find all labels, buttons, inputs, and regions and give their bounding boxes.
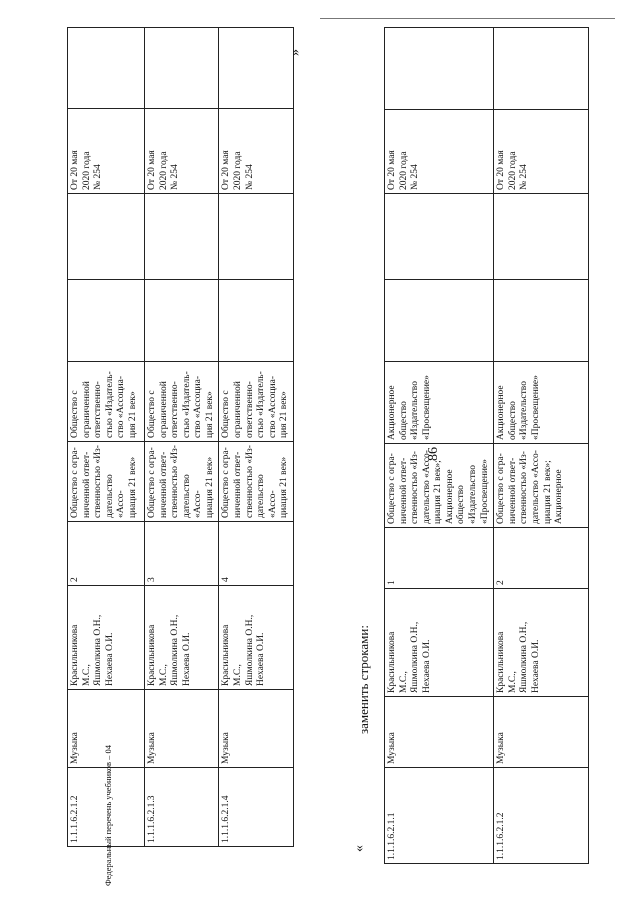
row-publisher-full: Общество с огра- ниченной ответ- ственностью «Из- дательство «Ассо- циация 21 век»	[145, 442, 219, 522]
row-col8	[385, 194, 494, 280]
row-col10	[219, 28, 293, 109]
row-col10	[145, 28, 219, 109]
row-authors: Красильникова М.С., Яшмолкина О.Н., Нехаева О.И.	[494, 589, 589, 697]
footer-note: Федеральный перечень учебников – 04	[103, 744, 113, 886]
row-grade: 3	[145, 522, 219, 586]
row-publisher-short: Общество с ограниченной ответственно- стью «Издатель- ство «Ассоциа- ция 21 век»	[145, 362, 219, 442]
row-grade: 4	[219, 522, 293, 586]
table-row	[494, 28, 589, 864]
row-authors: Красильникова М.С., Яшмолкина О.Н., Нехаева О.И.	[385, 589, 494, 697]
row-order: От 20 мая 2020 года № 254	[145, 109, 219, 194]
table-row	[68, 28, 145, 847]
row-subject: Музыка	[68, 690, 145, 768]
row-subject: Музыка	[385, 697, 494, 768]
row-authors: Красильникова М.С., Яшмолкина О.Н., Нехаева О.И.	[68, 586, 145, 690]
row-col8	[145, 194, 219, 280]
row-grade: 1	[385, 528, 494, 589]
table-top	[67, 27, 294, 847]
table-row	[385, 28, 494, 864]
replace-heading: заменить строками:	[356, 625, 371, 734]
page-number: 86	[426, 447, 441, 461]
row-authors: Красильникова М.С., Яшмолкина О.Н., Нехаева О.И.	[219, 586, 293, 690]
row-code: 1.1.1.6.2.1.1	[385, 768, 494, 864]
row-code: 1.1.1.6.2.1.4	[219, 768, 293, 847]
row-order: От 20 мая 2020 года № 254	[494, 110, 589, 194]
row-code: 1.1.1.6.2.1.2	[68, 768, 145, 847]
row-col8	[494, 194, 589, 280]
row-publisher-full: Общество с огра- ниченной ответ- ственностью «Из- дательство «Ассо- циация 21 век»	[68, 442, 145, 522]
row-col10	[385, 28, 494, 110]
row-publisher-short: Акционерное общество «Издательство «Просвещение»	[494, 362, 589, 444]
row-code: 1.1.1.6.2.1.2	[494, 768, 589, 864]
table-row	[145, 28, 219, 847]
row-col10	[68, 28, 145, 109]
row-publisher-full: Общество с огра- ниченной ответ- ственностью «Из- дательство «Ассо- циация 21 век»; Акционерное	[494, 444, 589, 528]
row-code: 1.1.1.6.2.1.3	[145, 768, 219, 847]
row-col7	[219, 280, 293, 362]
row-col7	[145, 280, 219, 362]
row-order: От 20 мая 2020 года № 254	[68, 109, 145, 194]
row-subject: Музыка	[145, 690, 219, 768]
table-bottom	[384, 27, 589, 864]
row-subject: Музыка	[219, 690, 293, 768]
row-grade: 2	[68, 522, 145, 586]
row-publisher-short: Общество с ограниченной ответственно- стью «Издатель- ство «Ассоциа- ция 21 век»	[68, 362, 145, 442]
row-publisher-short: Общество с ограниченной ответственно- стью «Издатель- ство «Ассоциа- ция 21 век»	[219, 362, 293, 442]
row-col8	[68, 194, 145, 280]
row-grade: 2	[494, 528, 589, 589]
row-publisher-full: Общество с огра- ниченной ответ- ственностью «Из- дательство «Ассо- циация 21 век»; Акционерное общество «Издательство «Просвещение»	[385, 444, 494, 528]
row-col10	[494, 28, 589, 110]
row-order: От 20 мая 2020 года № 254	[385, 110, 494, 194]
row-col7	[494, 280, 589, 362]
closing-quote: »	[288, 49, 303, 56]
row-col8	[219, 194, 293, 280]
row-col7	[385, 280, 494, 362]
row-publisher-short: Акционерное общество «Издательство «Просвещение»	[385, 362, 494, 444]
opening-quote: «	[352, 845, 367, 852]
row-order: От 20 мая 2020 года № 254	[219, 109, 293, 194]
table-row	[219, 28, 293, 847]
row-publisher-full: Общество с огра- ниченной ответ- ственностью «Из- дательство «Ассо- циация 21 век»	[219, 442, 293, 522]
row-authors: Красильникова М.С., Яшмолкина О.Н., Нехаева О.И.	[145, 586, 219, 690]
row-col7	[68, 280, 145, 362]
top-rule	[320, 18, 615, 19]
row-subject: Музыка	[494, 697, 589, 768]
